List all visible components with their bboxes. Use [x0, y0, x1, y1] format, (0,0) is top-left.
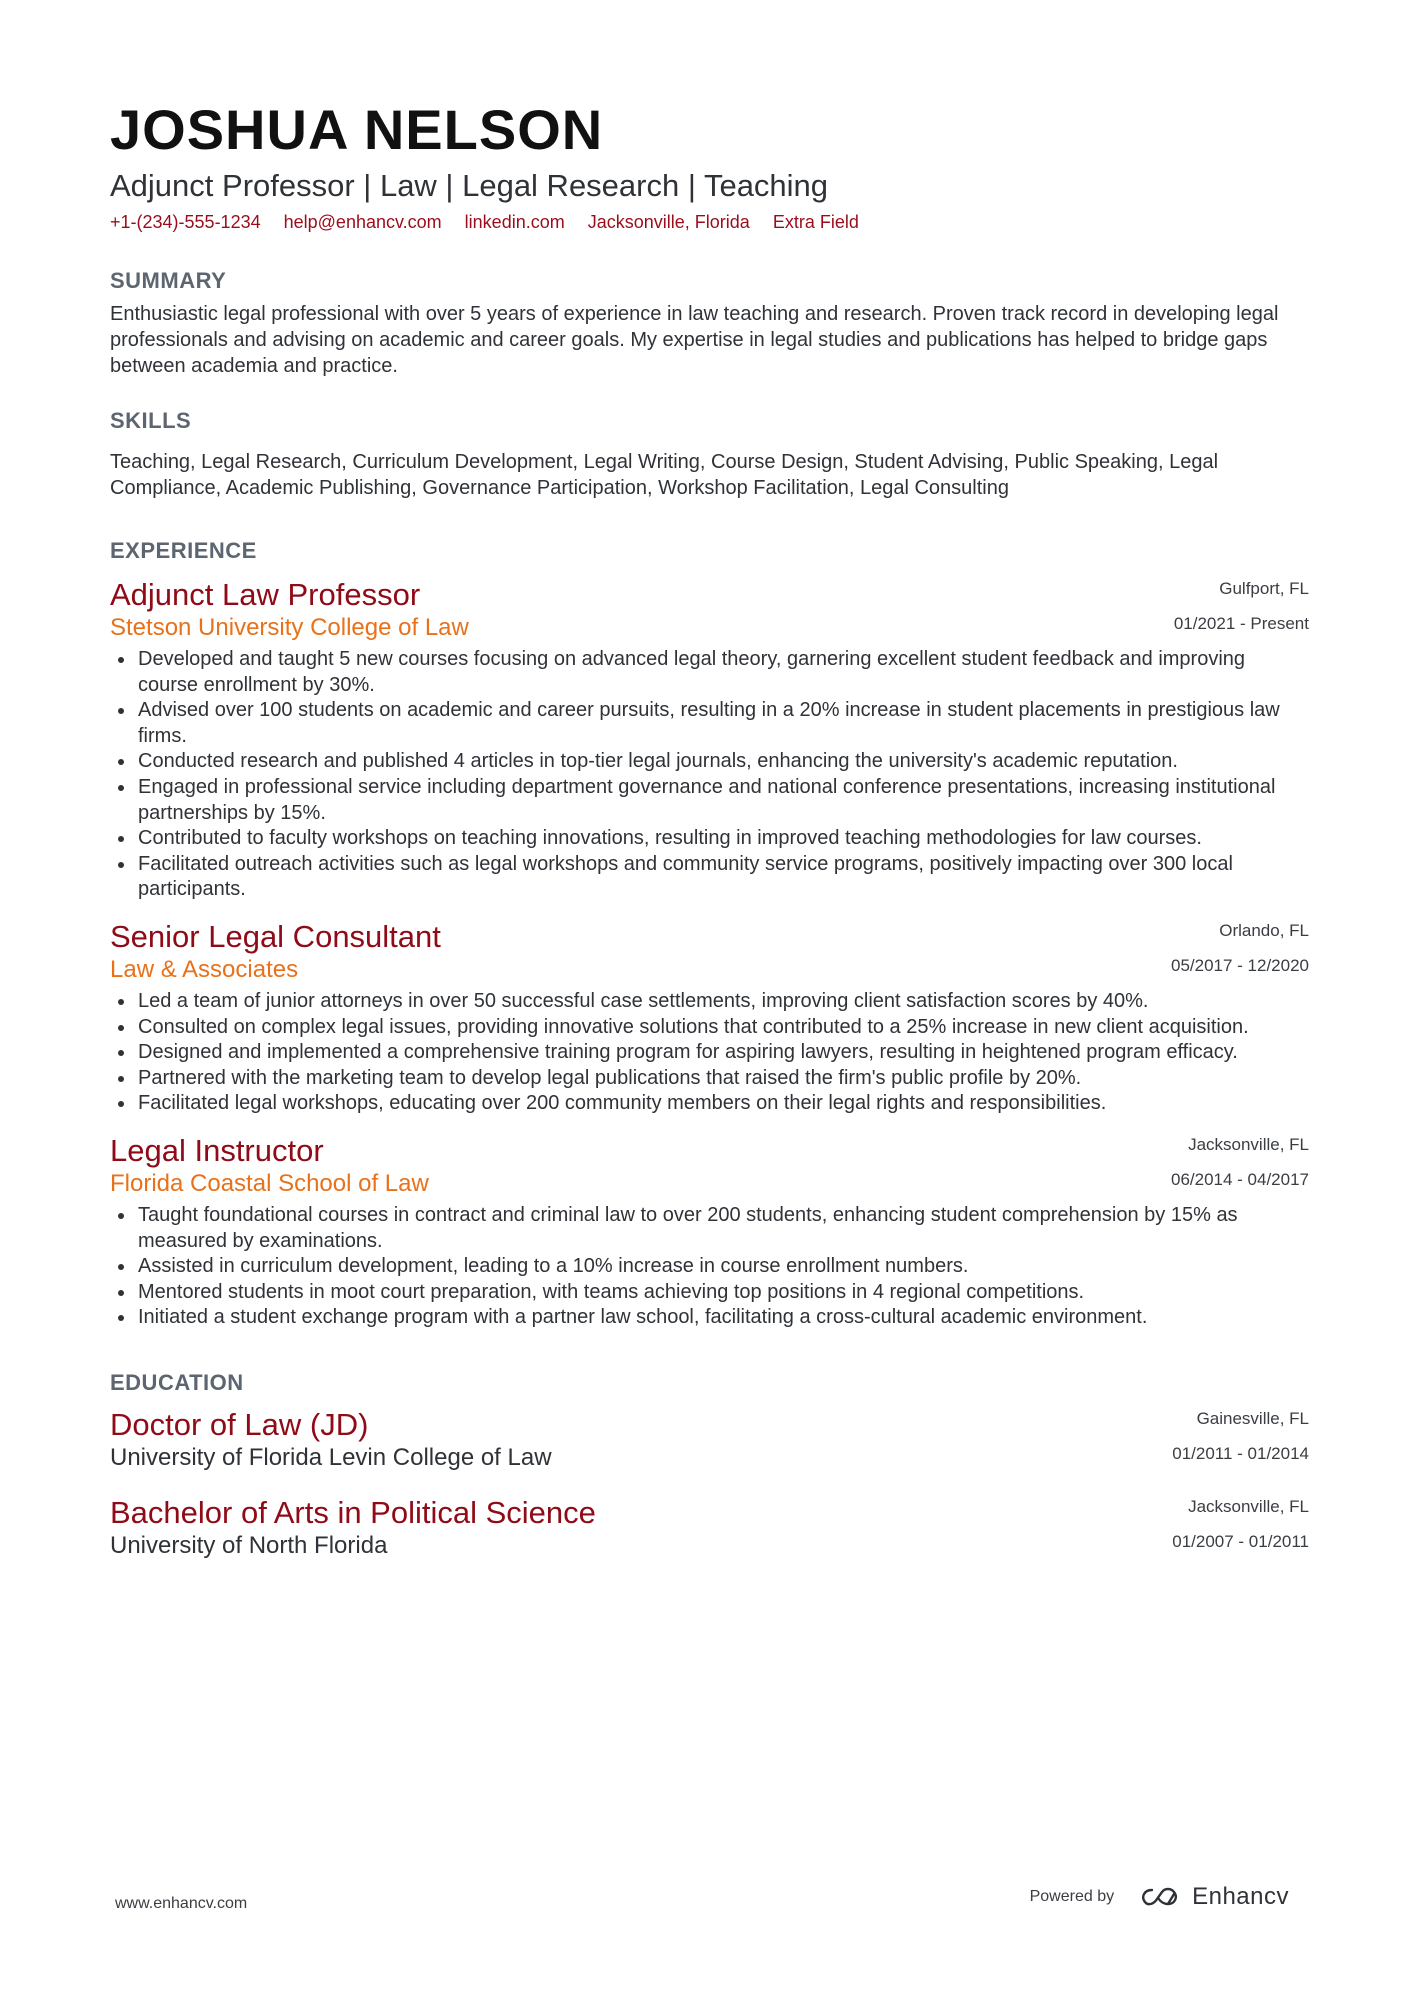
bullet-item: Facilitated outreach activities such as legal workshops and community service programs, positively impacting over 300 local participants. [110, 852, 1309, 903]
education-entry [110, 1495, 1309, 1561]
resume-page [110, 96, 1309, 1561]
education-entry [110, 1407, 1309, 1473]
job-dates: 06/2014 - 04/2017 [1170, 1169, 1309, 1189]
education-heading: EDUCATION [110, 1369, 244, 1395]
bullet-item: Conducted research and published 4 articles in top-tier legal journals, enhancing the university's academic reputation. [110, 749, 1309, 775]
extra-field: Extra Field [772, 212, 859, 232]
education-dates: 01/2007 - 01/2011 [1172, 1531, 1309, 1551]
experience-section [110, 537, 1309, 1331]
company-name: Florida Coastal School of Law [110, 1169, 429, 1197]
degree-title: Doctor of Law (JD) [110, 1406, 369, 1442]
email-contact[interactable]: help@enhancv.com [283, 212, 442, 232]
bullet-item: Partnered with the marketing team to develop legal publications that raised the firm's public profile by 20%. [110, 1066, 1309, 1092]
linkedin-contact[interactable]: linkedin.com [464, 212, 565, 232]
contact-line [110, 210, 1309, 234]
bullet-item: Engaged in professional service including department governance and national conference presentations, increasing institutional partnerships by 15%. [110, 775, 1309, 826]
bullet-item: Mentored students in moot court preparation, with teams achieving top positions in 4 regional competitions. [110, 1280, 1309, 1306]
candidate-name: JOSHUA NELSON [110, 98, 604, 161]
bullet-item: Consulted on complex legal issues, providing innovative solutions that contributed to a 25% increase in new client acquisition. [110, 1015, 1309, 1041]
degree-title: Bachelor of Arts in Political Science [110, 1494, 596, 1530]
job-location: Gulfport, FL [1219, 579, 1309, 598]
education-location: Jacksonville, FL [1188, 1496, 1309, 1516]
job-title: Adjunct Law Professor [110, 577, 421, 612]
skills-heading: SKILLS [110, 408, 192, 433]
footer-website[interactable]: www.enhancv.com [115, 1895, 248, 1912]
job-dates: 05/2017 - 12/2020 [1170, 955, 1309, 975]
job-location: Orlando, FL [1219, 920, 1309, 940]
summary-section [110, 267, 1309, 379]
experience-heading: EXPERIENCE [110, 538, 257, 563]
company-name: Law & Associates [110, 955, 299, 983]
job-dates: 01/2021 - Present [1173, 614, 1309, 633]
candidate-headline: Adjunct Professor | Law | Legal Research | Teaching [110, 168, 829, 203]
enhancv-logo[interactable] [1138, 1883, 1289, 1911]
job-bullets [110, 647, 1309, 903]
bullet-item: Assisted in curriculum development, leading to a 10% increase in course enrollment numbers. [110, 1254, 1309, 1280]
skills-section [110, 407, 1309, 501]
bullet-item: Advised over 100 students on academic and career pursuits, resulting in a 20% increase in student placements in prestigious law firms. [110, 698, 1309, 749]
school-name: University of North Florida [110, 1531, 388, 1559]
education-dates: 01/2011 - 01/2014 [1172, 1443, 1309, 1463]
bullet-item: Contributed to faculty workshops on teaching innovations, resulting in improved teaching methodologies for law courses. [110, 826, 1309, 852]
phone-contact[interactable]: +1-(234)-555-1234 [110, 212, 261, 232]
bullet-item: Facilitated legal workshops, educating over 200 community members on their legal rights and responsibilities. [110, 1091, 1309, 1117]
job-title: Legal Instructor [110, 1132, 324, 1168]
experience-entry [110, 1133, 1309, 1331]
bullet-item: Initiated a student exchange program with a partner law school, facilitating a cross-cultural academic environment. [110, 1305, 1309, 1331]
company-name: Stetson University College of Law [110, 614, 469, 641]
education-location: Gainesville, FL [1196, 1408, 1309, 1428]
job-bullets [110, 989, 1309, 1117]
summary-text: Enthusiastic legal professional with over 5 years of experience in law teaching and research. Proven track record in developing legal professionals and advising on academic and career goals. My expertise in legal studies and publications has helped to bridge gaps between academia and practice. [110, 303, 1279, 377]
bullet-item: Led a team of junior attorneys in over 50 successful case settlements, improving client satisfaction scores by 40%. [110, 989, 1309, 1015]
powered-by-label: Powered by [1029, 1888, 1115, 1905]
footer-branding [1030, 1883, 1289, 1911]
brand-name: Enhancv [1192, 1883, 1289, 1910]
job-title: Senior Legal Consultant [110, 918, 441, 954]
bullet-item: Designed and implemented a comprehensive training program for aspiring lawyers, resulting in heightened program efficacy. [110, 1040, 1309, 1066]
enhancv-logo-icon [1138, 1885, 1184, 1909]
job-bullets [110, 1203, 1309, 1331]
education-section [110, 1369, 1309, 1561]
location-contact: Jacksonville, Florida [587, 212, 750, 232]
experience-entry [110, 919, 1309, 1117]
summary-heading: SUMMARY [110, 268, 227, 293]
school-name: University of Florida Levin College of Law [110, 1443, 552, 1471]
bullet-item: Developed and taught 5 new courses focusing on advanced legal theory, garnering excellent student feedback and improving course enrollment by 30%. [110, 647, 1309, 698]
skills-text: Teaching, Legal Research, Curriculum Development, Legal Writing, Course Design, Student Advising, Public Speaking, Legal Compliance, Academic Publishing, Governance Participation, Workshop Facilitation, Legal Consulting [110, 451, 1219, 499]
bullet-item: Taught foundational courses in contract and criminal law to over 200 students, enhancing student comprehension by 15% as measured by examinations. [110, 1203, 1309, 1254]
job-location: Jacksonville, FL [1188, 1134, 1309, 1154]
experience-entry [110, 577, 1309, 903]
